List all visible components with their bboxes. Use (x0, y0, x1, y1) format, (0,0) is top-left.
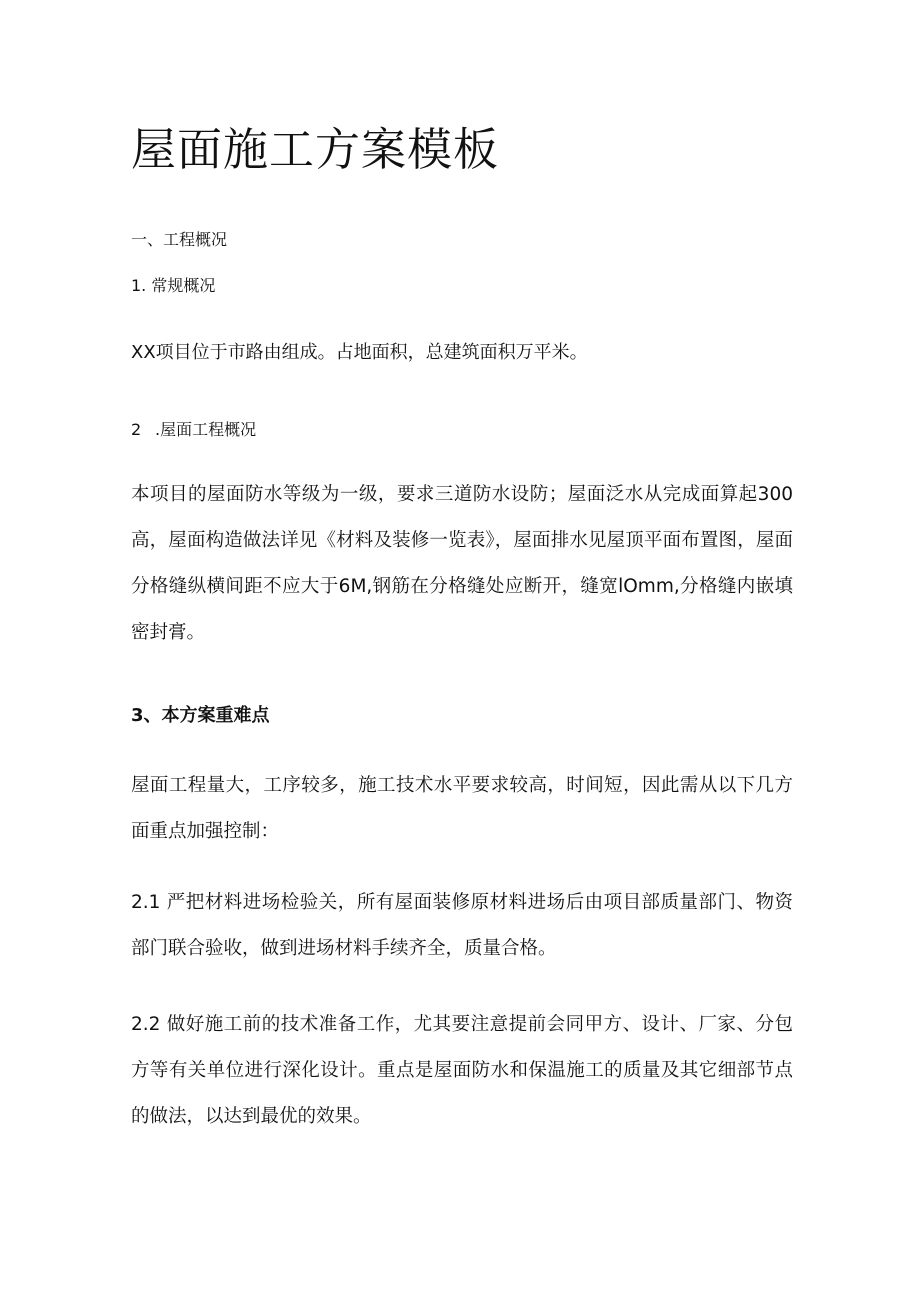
document-title: 屋面施工方案模板 (131, 123, 500, 176)
subsection-heading-general-overview: 1. 常规概况 (131, 276, 216, 295)
subsection-heading-key-difficulties: 3、本方案重难点 (131, 705, 270, 726)
key-difficulties-paragraph: 屋面工程量大，工序较多，施工技术水平要求较高，时间短，因此需从以下几方面重点加强控制： (131, 775, 793, 842)
item-2-2-paragraph: 2.2 做好施工前的技术准备工作，尤其要注意提前会同甲方、设计、厂家、分包方等有关单位进行深化设计。重点是屋面防水和保温施工的质量及其它细部节点的做法，以达到最优的效果。 (131, 1014, 793, 1127)
subsection-number: 2 (131, 420, 142, 439)
roof-overview-paragraph: 本项目的屋面防水等级为一级，要求三道防水设防；屋面泛水从完成面算起300高，屋面构造做法详见《材料及装修一览表》，屋面排水见屋顶平面布置图，屋面分格缝纵横间距不应大于6M,钢筋在分格缝处应断开，缝宽lOmm,分格缝内嵌填密封膏。 (131, 484, 793, 643)
subsection-heading-roof-overview (131, 419, 256, 441)
general-overview-text: XX项目位于市路由组成。占地面积，总建筑面积万平米。 (131, 342, 588, 363)
item-2-1-paragraph: 2.1 严把材料进场检验关，所有屋面装修原材料进场后由项目部质量部门、物资部门联合验收，做到进场材料手续齐全，质量合格。 (131, 892, 793, 959)
section-heading-project-overview: 一、工程概况 (131, 230, 228, 249)
subsection-heading-text: .屋面工程概况 (155, 420, 257, 439)
